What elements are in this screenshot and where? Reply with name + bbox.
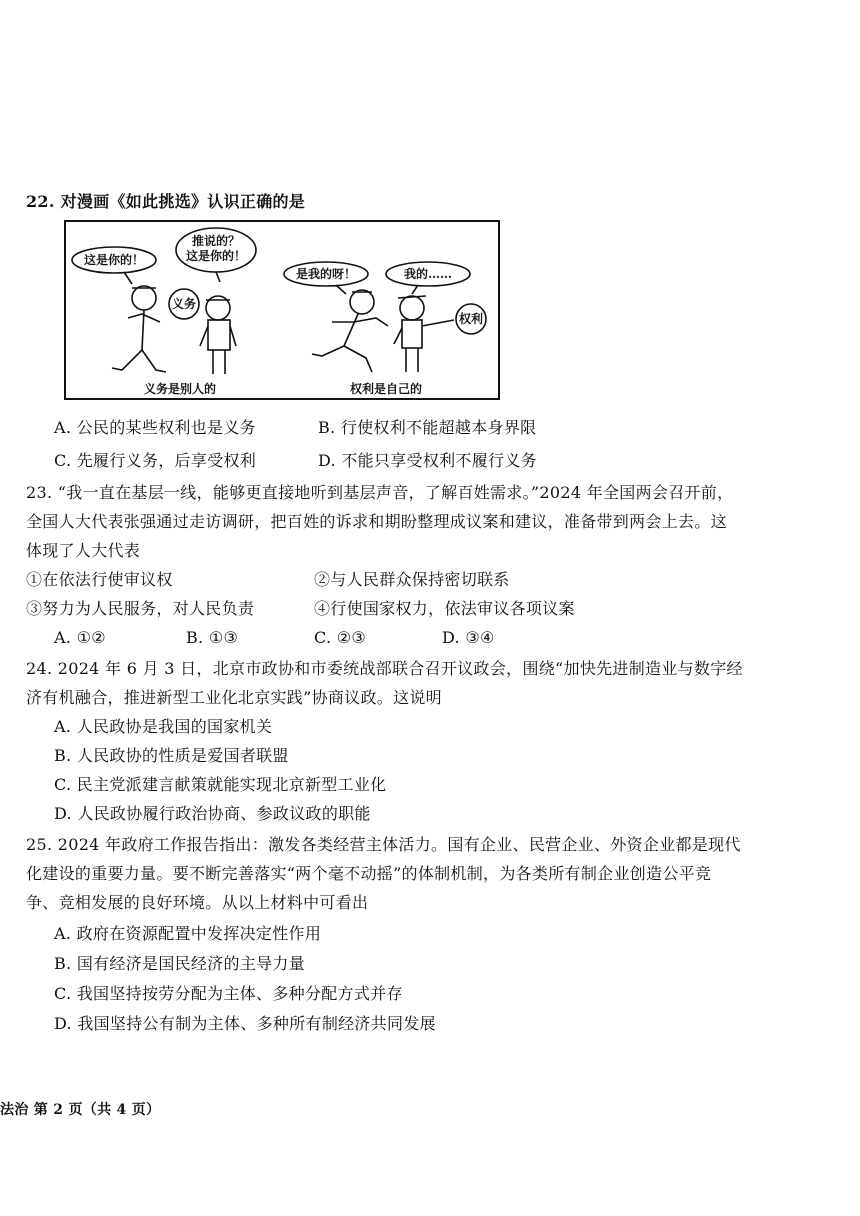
- q22-option-b: B. 行使权利不能超越本身界限: [318, 418, 537, 437]
- bubble-2-text-line2: 这是你的！: [185, 249, 246, 263]
- bubble-3-text: 是我的呀！: [295, 267, 356, 281]
- bubble-2-text-line1: 推说的？: [191, 234, 240, 248]
- q25-option-a: A. 政府在资源配置中发挥决定性作用: [54, 924, 322, 943]
- q24-option-c: C. 民主党派建言献策就能实现北京新型工业化: [54, 775, 387, 794]
- q25-option-d: D. 我国坚持公有制为主体、多种所有制经济共同发展: [54, 1014, 436, 1033]
- caption-right: 权利是自己的: [350, 382, 423, 396]
- q23-option-c: C. ②③: [314, 628, 367, 647]
- q22-option-a: A. 公民的某些权利也是义务: [54, 418, 256, 437]
- q25-stem-line3: 争、竞相发展的良好环境。从以上材料中可看出: [26, 893, 369, 912]
- q23-item-4: ④行使国家权力，依法审议各项议案: [314, 599, 575, 618]
- q22-stem: 22. 对漫画《如此挑选》认识正确的是: [26, 192, 306, 211]
- q23-item-2: ②与人民群众保持密切联系: [314, 570, 510, 589]
- comic-illustration: [64, 220, 500, 400]
- caption-left: 义务是别人的: [144, 382, 217, 396]
- circle-right-text: 权利: [458, 312, 483, 326]
- q25-option-b: B. 国有经济是国民经济的主导力量: [54, 954, 306, 973]
- bubble-1-text: 这是你的！: [83, 253, 144, 267]
- q23-stem-line1: 23. “我一直在基层一线，能够更直接地听到基层声音，了解百姓需求。”2024 年全国两会召开前，: [26, 483, 734, 502]
- q24-stem-line1: 24. 2024 年 6 月 3 日，北京市政协和市委统战部联合召开议政会，围绕“加快先进制造业与数字经: [26, 659, 743, 678]
- q22-option-d: D. 不能只享受权利不履行义务: [318, 451, 537, 470]
- q25-option-c: C. 我国坚持按劳分配为主体、多种分配方式并存: [54, 984, 403, 1003]
- q23-stem-line3: 体现了人大代表: [26, 541, 141, 560]
- bubble-4-text: 我的……: [403, 267, 452, 281]
- q23-option-d: D. ③④: [442, 628, 495, 647]
- circle-left-text: 义务: [171, 297, 196, 311]
- q24-option-b: B. 人民政协的性质是爱国者联盟: [54, 746, 289, 765]
- q22-option-c: C. 先履行义务，后享受权利: [54, 451, 257, 470]
- q23-stem-line2: 全国人大代表张强通过走访调研，把百姓的诉求和期盼整理成议案和建议，准备带到两会上去。这: [26, 512, 727, 531]
- q25-stem-line1: 25. 2024 年政府工作报告指出：激发各类经营主体活力。国有企业、民营企业、外资企业都是现代: [26, 835, 741, 854]
- q24-stem-line2: 济有机融合，推进新型工业化北京实践”协商议政。这说明: [26, 688, 442, 707]
- q23-item-3: ③努力为人民服务，对人民负责: [26, 599, 255, 618]
- q23-item-1: ①在依法行使审议权: [26, 570, 173, 589]
- q24-option-a: A. 人民政协是我国的国家机关: [54, 717, 273, 736]
- q23-option-b: B. ①③: [186, 628, 239, 647]
- q23-option-a: A. ①②: [54, 628, 106, 647]
- q25-stem-line2: 化建设的重要力量。要不断完善落实“两个毫不动摇”的体制机制，为各类所有制企业创造公平竞: [26, 864, 712, 883]
- comic-drawing: [66, 222, 498, 398]
- q24-option-d: D. 人民政协履行政治协商、参政议政的职能: [54, 804, 371, 823]
- page-footer: 法治 第 2 页（共 4 页）: [0, 1102, 161, 1118]
